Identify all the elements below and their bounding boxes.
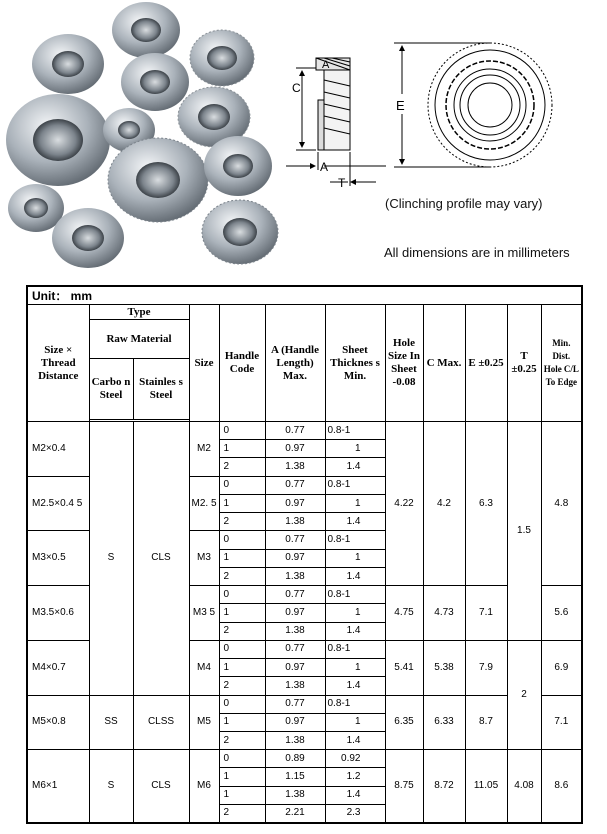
c-max-cell: 8.72	[423, 750, 465, 823]
carbon-material-cell: S	[89, 750, 133, 823]
a-length-cell: 1.38	[265, 677, 325, 695]
a-length-cell: 0.77	[265, 422, 325, 440]
min-dist-cell: 7.1	[541, 695, 582, 750]
dim-label-c: C	[292, 81, 301, 95]
size-cell: M6	[189, 750, 219, 823]
dim-label-a: A	[320, 160, 329, 174]
header-t: T ±0.25	[507, 305, 541, 422]
hole-size-cell: 5.41	[385, 640, 423, 695]
header-hole-size: Hole Size In Sheet -0.08	[385, 305, 423, 422]
c-max-cell: 6.33	[423, 695, 465, 750]
size-thread-cell: M6×1	[27, 750, 89, 823]
sheet-thickness-cell: 0.8-1	[325, 422, 385, 440]
handle-code-cell: 1	[219, 659, 265, 677]
header-c-max: C Max.	[423, 305, 465, 422]
a-length-cell: 1.38	[265, 622, 325, 640]
size-thread-cell: M2×0.4	[27, 422, 89, 477]
a-length-cell: 0.97	[265, 604, 325, 622]
handle-code-cell: 2	[219, 458, 265, 476]
handle-code-cell: 0	[219, 422, 265, 440]
sheet-thickness-cell: 1.4	[325, 622, 385, 640]
c-max-cell: 4.73	[423, 586, 465, 641]
sheet-thickness-cell: 2.3	[325, 804, 385, 823]
a-length-cell: 0.77	[265, 695, 325, 713]
sheet-thickness-cell: 1	[325, 494, 385, 512]
e-cell: 8.7	[465, 695, 507, 750]
sheet-thickness-cell: 0.8-1	[325, 531, 385, 549]
table-row	[27, 695, 582, 713]
sheet-thickness-cell: 1	[325, 549, 385, 567]
sheet-thickness-cell: 1.4	[325, 567, 385, 585]
header-min-dist: Min. Dist. Hole C/L To Edge	[541, 305, 582, 422]
a-length-cell: 2.21	[265, 804, 325, 823]
clinch-note: (Clinching profile may vary)	[385, 196, 543, 211]
dim-label-t: T	[338, 176, 346, 190]
header-sheet-min: Sheet Thicknes s Min.	[325, 305, 385, 422]
handle-code-cell: 2	[219, 677, 265, 695]
sheet-thickness-cell: 1	[325, 713, 385, 731]
hole-size-cell: 4.75	[385, 586, 423, 641]
handle-code-cell: 0	[219, 695, 265, 713]
handle-code-cell: 1	[219, 604, 265, 622]
header-e: E ±0.25	[465, 305, 507, 422]
a-length-cell: 0.97	[265, 440, 325, 458]
carbon-material-cell: SS	[89, 695, 133, 750]
handle-code-cell: 0	[219, 586, 265, 604]
handle-code-cell: 2	[219, 732, 265, 750]
product-photo	[0, 0, 282, 270]
min-dist-cell: 8.6	[541, 750, 582, 823]
stainless-material-cell: CLS	[133, 422, 189, 696]
a-length-cell: 1.15	[265, 768, 325, 786]
handle-code-cell: 0	[219, 640, 265, 658]
sheet-thickness-cell: 1.4	[325, 732, 385, 750]
sheet-thickness-cell: 0.92	[325, 750, 385, 768]
a-length-cell: 1.38	[265, 786, 325, 804]
a-length-cell: 0.77	[265, 531, 325, 549]
header-handle-code: Handle Code	[219, 305, 265, 422]
hole-size-cell: 6.35	[385, 695, 423, 750]
handle-code-cell: 1	[219, 713, 265, 731]
a-length-cell: 1.38	[265, 513, 325, 531]
size-thread-cell: M2.5×0.4 5	[27, 476, 89, 531]
top-view-diagram	[390, 30, 560, 190]
nut-cluster	[6, 2, 278, 268]
sheet-thickness-cell: 1	[325, 604, 385, 622]
table-row	[27, 422, 582, 440]
t-cell: 2	[507, 640, 541, 749]
sheet-thickness-cell: 0.8-1	[325, 586, 385, 604]
sheet-thickness-cell: 1.4	[325, 677, 385, 695]
e-cell: 6.3	[465, 422, 507, 586]
side-view-diagram	[286, 40, 386, 200]
a-length-cell: 0.89	[265, 750, 325, 768]
t-cell: 1.5	[507, 422, 541, 641]
dim-label-e: E	[396, 98, 405, 113]
a-length-cell: 1.38	[265, 567, 325, 585]
header-type: Type	[89, 305, 189, 320]
handle-code-cell: 1	[219, 440, 265, 458]
size-thread-cell: M3×0.5	[27, 531, 89, 586]
hole-size-cell: 8.75	[385, 750, 423, 823]
sheet-thickness-cell: 1	[325, 440, 385, 458]
a-length-cell: 1.38	[265, 732, 325, 750]
sheet-thickness-cell: 1	[325, 659, 385, 677]
sheet-thickness-cell: 0.8-1	[325, 695, 385, 713]
c-max-cell: 4.2	[423, 422, 465, 586]
a-length-cell: 0.97	[265, 659, 325, 677]
e-cell: 7.9	[465, 640, 507, 695]
stainless-material-cell: CLSS	[133, 695, 189, 750]
sheet-thickness-cell: 1.4	[325, 786, 385, 804]
a-length-cell: 0.77	[265, 586, 325, 604]
sheet-thickness-cell: 1.2	[325, 768, 385, 786]
min-dist-cell: 4.8	[541, 422, 582, 586]
units-note: All dimensions are in millimeters	[384, 245, 570, 260]
handle-code-cell: 0	[219, 531, 265, 549]
header-a-length: A (Handle Length) Max.	[265, 305, 325, 422]
a-length-cell: 1.38	[265, 458, 325, 476]
e-cell: 7.1	[465, 586, 507, 641]
handle-code-cell: 2	[219, 513, 265, 531]
table-row	[27, 750, 582, 768]
size-thread-cell: M4×0.7	[27, 640, 89, 695]
dim-label-a-top: A	[322, 59, 330, 71]
a-length-cell: 0.97	[265, 494, 325, 512]
size-cell: M3 5	[189, 586, 219, 641]
hole-size-cell: 4.22	[385, 422, 423, 586]
size-thread-cell: M3.5×0.6	[27, 586, 89, 641]
sheet-thickness-cell: 0.8-1	[325, 476, 385, 494]
handle-code-cell: 2	[219, 567, 265, 585]
size-cell: M3	[189, 531, 219, 586]
unit-label: Unit： mm	[27, 286, 582, 305]
header-carbon-steel: Carbo n Steel	[89, 359, 133, 419]
header-size-thread: Size × Thread Distance	[27, 305, 89, 422]
stainless-material-cell: CLS	[133, 750, 189, 823]
handle-code-cell: 1	[219, 786, 265, 804]
header-stainless-steel: Stainles s Steel	[133, 359, 189, 419]
c-max-cell: 5.38	[423, 640, 465, 695]
size-cell: M2. 5	[189, 476, 219, 531]
carbon-material-cell: S	[89, 422, 133, 696]
sheet-thickness-cell: 1.4	[325, 513, 385, 531]
handle-code-cell: 2	[219, 622, 265, 640]
a-length-cell: 0.77	[265, 476, 325, 494]
handle-code-cell: 1	[219, 494, 265, 512]
sheet-thickness-cell: 0.8-1	[325, 640, 385, 658]
size-cell: M4	[189, 640, 219, 695]
size-cell: M2	[189, 422, 219, 477]
handle-code-cell: 1	[219, 549, 265, 567]
sheet-thickness-cell: 1.4	[325, 458, 385, 476]
header-size: Size	[189, 305, 219, 422]
a-length-cell: 0.77	[265, 640, 325, 658]
min-dist-cell: 5.6	[541, 586, 582, 641]
handle-code-cell: 2	[219, 804, 265, 823]
specification-table	[26, 285, 583, 824]
size-thread-cell: M5×0.8	[27, 695, 89, 750]
e-cell: 11.05	[465, 750, 507, 823]
handle-code-cell: 0	[219, 476, 265, 494]
header-raw-material: Raw Material	[89, 319, 189, 359]
min-dist-cell: 6.9	[541, 640, 582, 695]
a-length-cell: 0.97	[265, 713, 325, 731]
handle-code-cell: 0	[219, 750, 265, 768]
t-cell: 4.08	[507, 750, 541, 823]
a-length-cell: 0.97	[265, 549, 325, 567]
handle-code-cell: 1	[219, 768, 265, 786]
size-cell: M5	[189, 695, 219, 750]
